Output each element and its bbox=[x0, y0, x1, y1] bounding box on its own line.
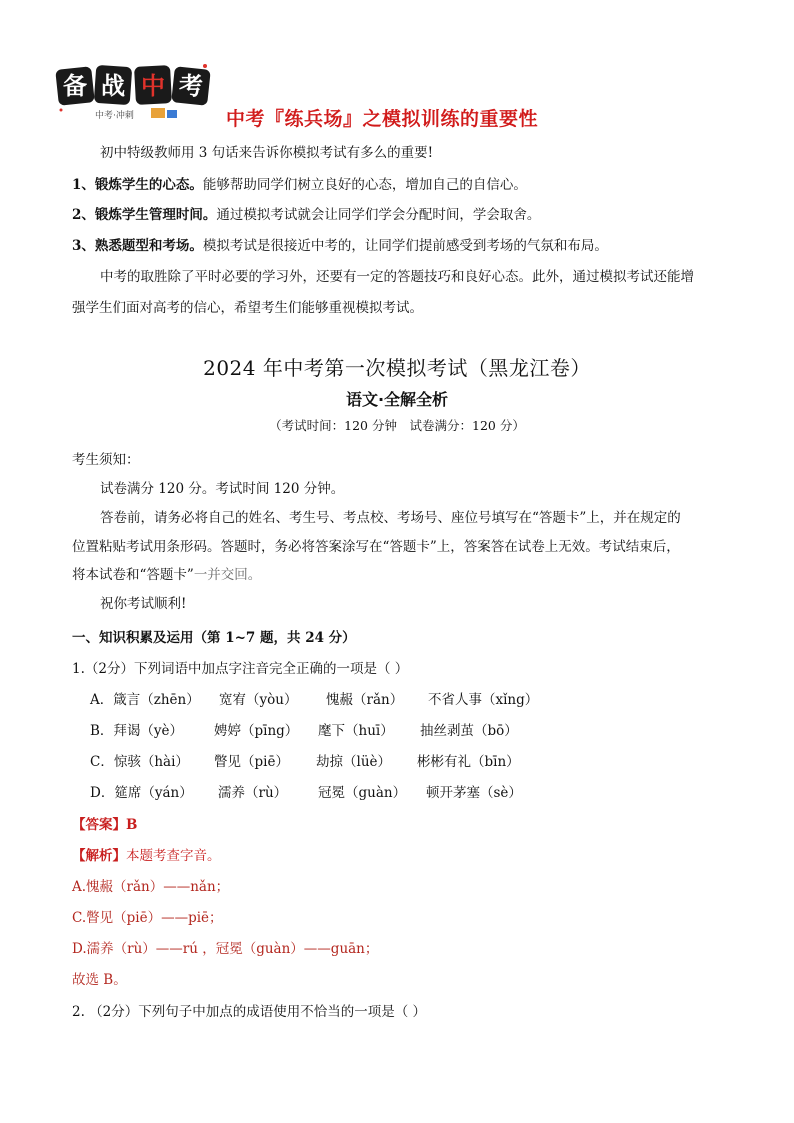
intro-point-label: 2、锻炼学生管理时间。 bbox=[72, 207, 217, 223]
intro-closing-line-1: 中考的取胜除了平时必要的学习外，还要有一定的答题技巧和良好心态。此外，通过模拟考试还能增 bbox=[100, 269, 694, 285]
svg-text:备: 备 bbox=[63, 72, 87, 100]
option-word: 瞥见（piē） bbox=[214, 754, 289, 770]
notice-line-4-main: 将本试卷和“答题卡” bbox=[72, 567, 194, 583]
notice-line-3: 位置粘贴考试用条形码。答题时，务必将答案涂写在“答题卡”上，答案答在试卷上无效。考试结束后， bbox=[72, 539, 680, 555]
option-word: 濡养（rù） bbox=[218, 785, 288, 801]
notice-line-4-tail: 一并交回。 bbox=[193, 567, 262, 583]
option-word: 彬彬有礼（bīn） bbox=[417, 754, 520, 770]
svg-text:战: 战 bbox=[101, 72, 125, 100]
option-word: 劫掠（lüè） bbox=[316, 754, 392, 770]
option-word: B．拜谒（yè） bbox=[90, 723, 184, 739]
exam-info: （考试时间：120 分钟 试卷满分：120 分） bbox=[269, 418, 525, 433]
option-word: D．筵席（yán） bbox=[90, 785, 193, 801]
intro-point-text: 能够帮助同学们树立良好的心态，增加自己的自信心。 bbox=[202, 177, 527, 193]
option-word: A．箴言（zhēn） bbox=[90, 692, 200, 708]
analysis-conclusion: 故选 B。 bbox=[72, 972, 127, 988]
intro-point-3 bbox=[72, 236, 608, 256]
analysis-note-c: C.瞥见（piē）——piē； bbox=[72, 910, 223, 926]
exam-subtitle: 语文·全解全析 bbox=[345, 390, 449, 409]
notice-line-4 bbox=[72, 565, 261, 585]
option-word: 顿开茅塞（sè） bbox=[426, 785, 522, 801]
analysis-label: 【解析】 bbox=[72, 848, 126, 864]
banner-title: 中考『练兵场』之模拟训练的重要性 bbox=[226, 108, 539, 130]
intro-point-label: 1、锻炼学生的心态。 bbox=[72, 177, 203, 193]
option-word: C．惊骇（hài） bbox=[90, 754, 189, 770]
intro-point-label: 3、熟悉题型和考场。 bbox=[72, 238, 203, 254]
analysis bbox=[72, 846, 221, 866]
section-heading: 一、知识积累及运用（第 1~7 题，共 24 分） bbox=[72, 630, 356, 646]
intro-point-2 bbox=[72, 205, 540, 225]
svg-text:中考·冲刺: 中考·冲刺 bbox=[95, 111, 134, 121]
intro-closing-line-2: 强学生们面对高考的信心，希望考生们能够重视模拟考试。 bbox=[72, 300, 423, 316]
notice-heading: 考生须知： bbox=[72, 452, 140, 468]
exam-title: 2024 年中考第一次模拟考试（黑龙江卷） bbox=[203, 356, 591, 380]
option-word: 愧赧（rǎn） bbox=[326, 692, 404, 708]
notice-line-2: 答卷前，请务必将自己的姓名、考生号、考点校、考场号、座位号填写在“答题卡”上，并在规定的 bbox=[100, 510, 681, 526]
option-word: 不省人事（xǐng） bbox=[428, 692, 539, 708]
option-word: 宽宥（yòu） bbox=[219, 692, 298, 708]
intro-point-1 bbox=[72, 175, 527, 195]
analysis-note-a: A.愧赧（rǎn）——nǎn； bbox=[72, 879, 230, 895]
option-word: 抽丝剥茧（bō） bbox=[420, 723, 518, 739]
svg-text:考: 考 bbox=[179, 72, 203, 100]
analysis-note-d: D.濡养（rù）——rú ，冠冕（guàn）——guān； bbox=[72, 941, 379, 957]
option-word: 冠冕（guàn） bbox=[318, 785, 407, 801]
notice-line-5: 祝你考试顺利! bbox=[100, 596, 187, 612]
option-word: 娉婷（pīng） bbox=[214, 723, 299, 739]
intro-point-text: 模拟考试是很接近中考的，让同学们提前感受到考场的气氛和布局。 bbox=[202, 238, 608, 254]
intro-point-text: 通过模拟考试就会让同学们学会分配时间，学会取舍。 bbox=[216, 207, 541, 223]
option-word: 麾下（huī） bbox=[318, 723, 394, 739]
answer-label: 【答案】B bbox=[72, 817, 138, 833]
notice-line-1: 试卷满分 120 分。考试时间 120 分钟。 bbox=[100, 481, 345, 497]
brand-logo bbox=[55, 60, 215, 124]
question-1-stem: 1.（2分）下列词语中加点字注音完全正确的一项是（ ） bbox=[72, 661, 409, 677]
analysis-text: 本题考查字音。 bbox=[126, 848, 221, 864]
question-2-stem: 2. （2分）下列句子中加点的成语使用不恰当的一项是（ ） bbox=[72, 1004, 427, 1020]
svg-text:中: 中 bbox=[141, 72, 165, 100]
intro-lead: 初中特级教师用 3 句话来告诉你模拟考试有多么的重要! bbox=[100, 145, 434, 161]
